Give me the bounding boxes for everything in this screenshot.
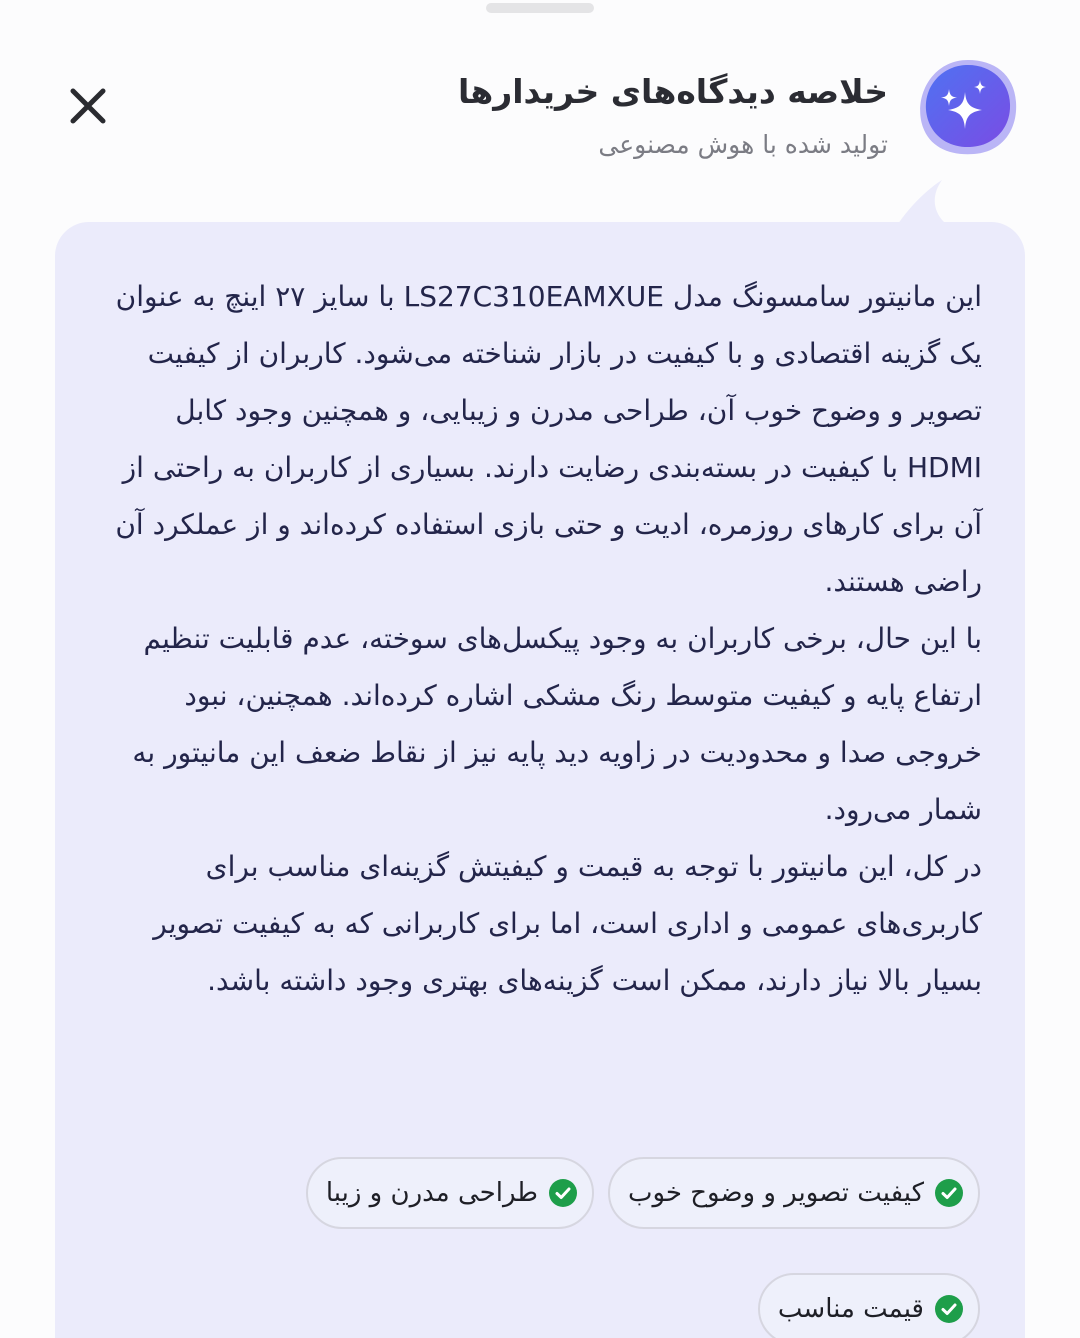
highlight-chips	[260, 1157, 980, 1338]
chip-label: کیفیت تصویر و وضوح خوب	[628, 1178, 924, 1208]
sparkles-icon	[916, 56, 1018, 158]
highlight-chip-price[interactable]	[758, 1273, 980, 1338]
close-icon	[68, 86, 108, 126]
sheet-header	[0, 56, 1080, 166]
check-circle-icon	[934, 1294, 964, 1324]
drag-handle[interactable]	[486, 3, 594, 13]
summary-text	[92, 268, 982, 1009]
sheet-title: خلاصه دیدگاه‌های خریدارها	[457, 72, 888, 111]
check-circle-icon	[548, 1178, 578, 1208]
summary-paragraph: در کل، این مانیتور با توجه به قیمت و کیفیتش گزینه‌ای مناسب برای کاربری‌های عمومی و اداری است، اما برای کاربرانی که به کیفیت تصویر بسیار بالا نیاز دارند، ممکن است گزینه‌های بهتری وجود داشته باشد.	[153, 850, 982, 997]
close-button[interactable]	[62, 80, 114, 132]
chip-label: طراحی مدرن و زیبا	[325, 1178, 538, 1208]
sheet-subtitle: تولید شده با هوش مصنوعی	[598, 130, 888, 159]
check-circle-icon	[934, 1178, 964, 1208]
summary-paragraph: این مانیتور سامسونگ مدل LS27C310EAMXUE با سایز ۲۷ اینچ به عنوان یک گزینه اقتصادی و با کیفیت در بازار شناخته می‌شود. کاربران از کیفیت تصویر و وضوح خوب آن، طراحی مدرن و زیبایی، و همچنین وجود کابل HDMI با کیفیت در بسته‌بندی رضایت دارند. بسیاری از کاربران به راحتی از آن برای کارهای روزمره، ادیت و حتی بازی استفاده کرده‌اند و از عملکرد آن راضی هستند.	[115, 280, 982, 598]
highlight-chip-design[interactable]	[306, 1157, 594, 1229]
highlight-chip-image-quality[interactable]	[608, 1157, 980, 1229]
summary-paragraph: با این حال، برخی کاربران به وجود پیکسل‌های سوخته، عدم قابلیت تنظیم ارتفاع پایه و کیفیت متوسط رنگ مشکی اشاره کرده‌اند. همچنین، نبود خروجی صدا و محدودیت در زاویه دید پایه نیز از نقاط ضعف این مانیتور به شمار می‌رود.	[132, 622, 982, 826]
chip-label: قیمت مناسب	[777, 1294, 924, 1324]
